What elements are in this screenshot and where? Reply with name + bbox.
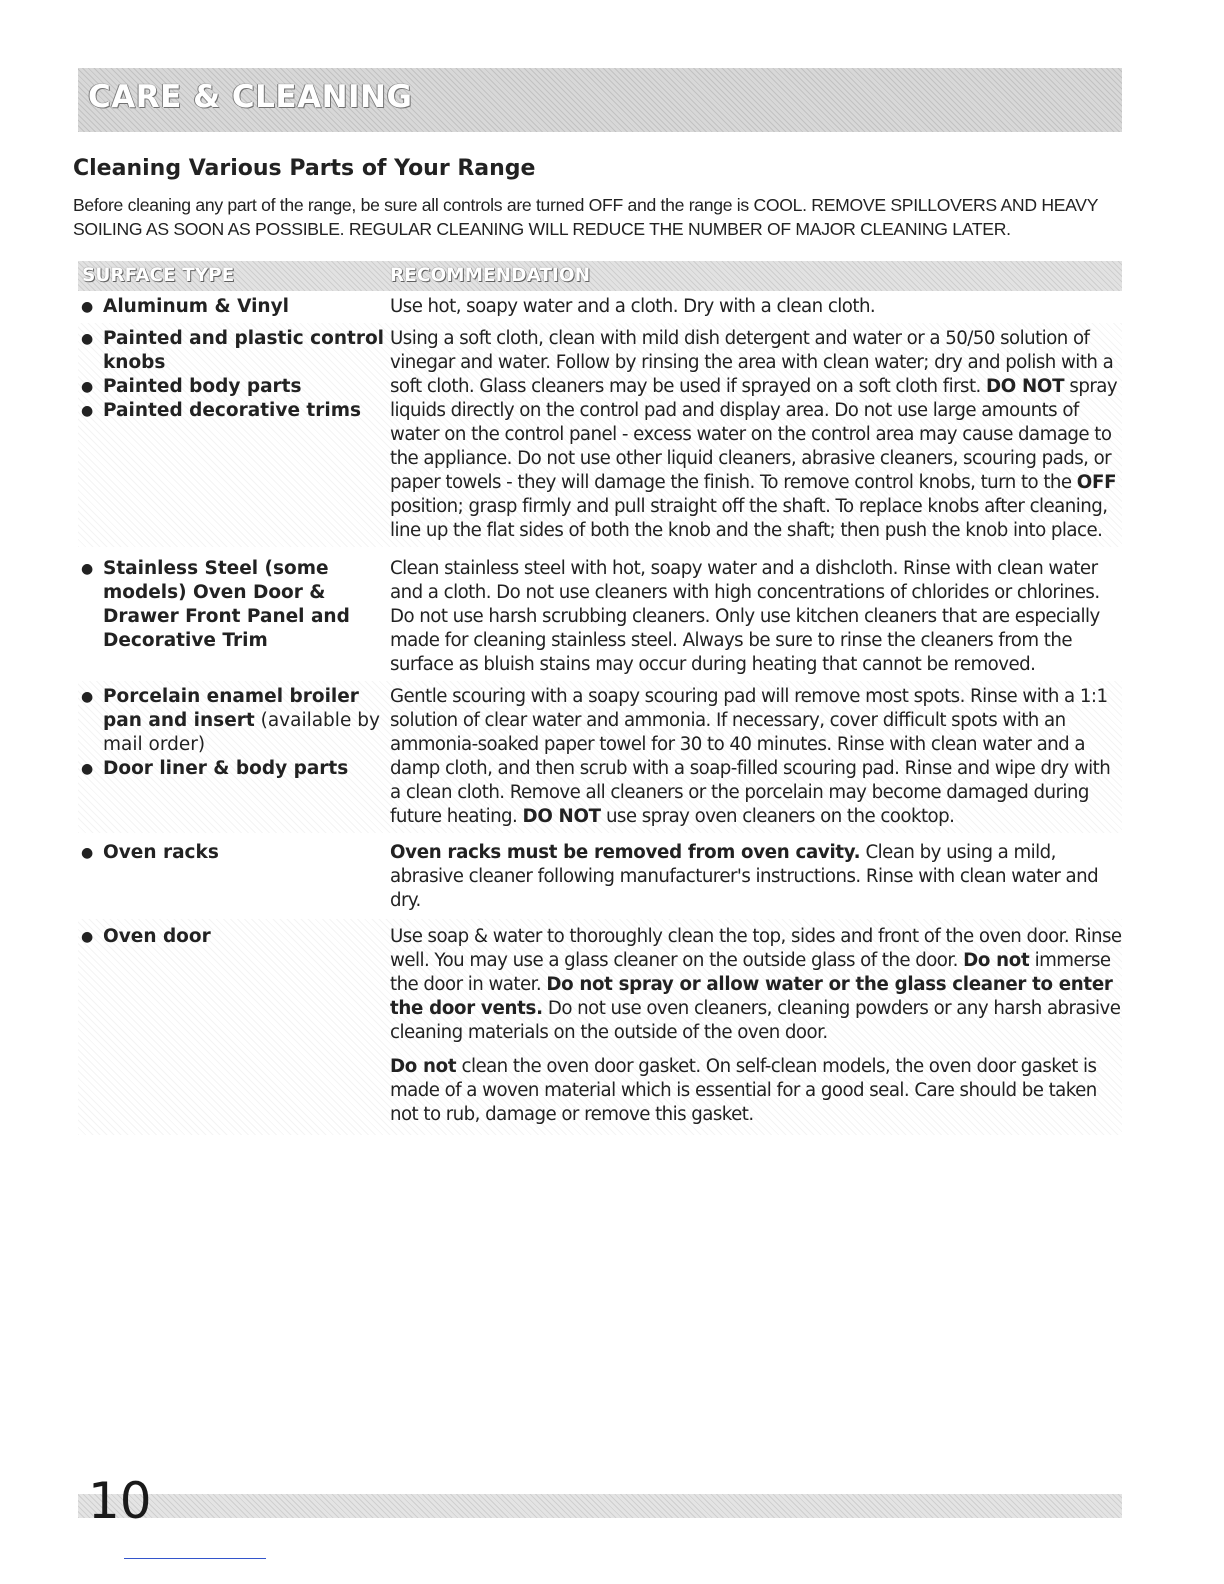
footer-rule xyxy=(124,1558,266,1559)
cleaning-table xyxy=(78,261,1122,1135)
surface-type-cell xyxy=(78,557,388,677)
surface-item xyxy=(80,841,388,865)
section-title: Cleaning Various Parts of Your Range xyxy=(73,156,536,181)
emphasis-text: Do not xyxy=(390,1056,457,1077)
body-text: Use soap & water to thoroughly clean the top, sides and front of the oven door. Rinse well. You may use a glass cleaner on the outside glass of the door. xyxy=(390,926,1122,971)
bullet-icon: ● xyxy=(81,845,94,861)
table-header xyxy=(78,261,1122,291)
surface-item-label: Stainless Steel (some models) Oven Door & Drawer Front Panel and Decorative Trim xyxy=(103,558,350,651)
surface-item-text xyxy=(103,685,388,757)
bullet-icon: ● xyxy=(81,761,94,777)
body-text: spray liquids directly on the control pad and display area. Do not use large amounts of water on the control panel - excess water on the control area may cause damage to the appliance. Do not use other liquid cleaners, abrasive cleaners, scouring pads, or paper towels - they will damage the finish. To remove control knobs, turn to the xyxy=(390,376,1118,493)
surface-item-text xyxy=(103,557,388,653)
page-number: 10 xyxy=(88,1472,152,1530)
recommendation-paragraph xyxy=(390,1055,1122,1127)
body-text: Clean stainless steel with hot, soapy water and a dishcloth. Rinse with clean water and a cloth. Do not use cleaners with high concentrations of chlorides or chlorines. Do not use harsh scrubbing cleaners. Only use kitchen cleaners that are especially made for cleaning stainless steel. Always be sure to rinse the cleaners from the surface as bluish stains may occur during heating that cannot be removed. xyxy=(390,558,1100,675)
recommendation-paragraph xyxy=(390,925,1122,1045)
recommendation-cell xyxy=(388,327,1122,543)
surface-item xyxy=(80,327,388,375)
surface-item-label: Door liner & body parts xyxy=(103,758,349,779)
surface-item-text xyxy=(103,399,361,423)
table-row xyxy=(78,681,1122,833)
surface-item-label: Porcelain enamel broiler pan and insert xyxy=(103,686,359,731)
bullet-icon: ● xyxy=(81,379,94,395)
surface-item-text xyxy=(103,375,302,399)
emphasis-text: OFF xyxy=(1076,472,1117,493)
surface-item-text xyxy=(103,925,211,949)
surface-item xyxy=(80,757,388,781)
bullet-icon: ● xyxy=(81,299,94,315)
emphasis-text: DO NOT xyxy=(986,376,1065,397)
table-row xyxy=(78,919,1122,1135)
surface-item xyxy=(80,399,388,423)
table-row xyxy=(78,547,1122,681)
recommendation-cell xyxy=(388,925,1122,1127)
surface-item-label: Oven door xyxy=(103,926,211,947)
recommendation-cell xyxy=(388,557,1122,677)
body-text: Gentle scouring with a soapy scouring pad will remove most spots. Rinse with a 1:1 solution of clear water and ammonia. If necessary, cover difficult spots with an ammonia-soaked paper towel for 30 to 40 minutes. Rinse with clean water and a damp cloth, and then scrub with a soap-filled scouring pad. Rinse and wipe dry with a clean cloth. Remove all cleaners or the porcelain may become damaged during future heating. xyxy=(390,686,1111,827)
table-body xyxy=(78,291,1122,1135)
table-row xyxy=(78,833,1122,919)
bullet-icon: ● xyxy=(81,561,94,577)
surface-type-cell xyxy=(78,327,388,543)
emphasis-text: Do not spray or allow water or the glass cleaner to enter the door vents. xyxy=(390,974,1113,1019)
emphasis-text: Oven racks must be removed from oven cavity. xyxy=(390,842,861,863)
column-header-surface-type: SURFACE TYPE xyxy=(82,265,235,286)
surface-item xyxy=(80,685,388,757)
page-title: CARE & CLEANING xyxy=(88,79,413,115)
recommendation-paragraph xyxy=(390,557,1122,677)
recommendation-paragraph xyxy=(390,841,1122,913)
surface-item-text xyxy=(103,327,388,375)
bullet-icon: ● xyxy=(81,689,94,705)
bullet-icon: ● xyxy=(81,403,94,419)
bullet-icon: ● xyxy=(81,331,94,347)
column-header-recommendation: RECOMMENDATION xyxy=(390,265,591,286)
surface-type-cell xyxy=(78,295,388,319)
surface-type-cell xyxy=(78,685,388,829)
surface-item-label: Painted decorative trims xyxy=(103,400,362,421)
header-banner xyxy=(78,68,1122,132)
body-text: Clean by using a mild, abrasive cleaner following manufacturer's instructions. Rinse with clean water and dry. xyxy=(390,842,1099,911)
recommendation-cell xyxy=(388,841,1122,913)
surface-item xyxy=(80,295,388,319)
surface-item-label: Painted and plastic control knobs xyxy=(103,328,385,373)
emphasis-text: DO NOT xyxy=(522,806,601,827)
surface-item xyxy=(80,557,388,653)
recommendation-cell xyxy=(388,295,1122,319)
surface-item-text xyxy=(103,841,219,865)
recommendation-paragraph xyxy=(390,685,1122,829)
table-row xyxy=(78,291,1122,323)
recommendation-paragraph xyxy=(390,295,1122,319)
body-text: clean the oven door gasket. On self-clean models, the oven door gasket is made of a woven material which is essential for a good seal. Care should be taken not to rub, damage or remove this gasket. xyxy=(390,1056,1097,1125)
surface-item xyxy=(80,925,388,949)
footer-bar xyxy=(78,1494,1122,1518)
recommendation-cell xyxy=(388,685,1122,829)
surface-item-label: Painted body parts xyxy=(103,376,302,397)
bullet-icon: ● xyxy=(81,929,94,945)
surface-type-cell xyxy=(78,925,388,1127)
body-text: Using a soft cloth, clean with mild dish detergent and water or a 50/50 solution of vinegar and water. Follow by rinsing the area with clean water; dry and polish with a soft cloth. Glass cleaners may be used if sprayed on a soft cloth first. xyxy=(390,328,1114,397)
emphasis-text: Do not xyxy=(963,950,1030,971)
body-text: position; grasp firmly and pull straight off the shaft. To replace knobs after cleaning, line up the flat sides of both the knob and the shaft; then push the knob into place. xyxy=(390,496,1108,541)
surface-item-text xyxy=(103,295,289,319)
body-text: immerse the door in water. xyxy=(390,950,1111,995)
intro-paragraph: Before cleaning any part of the range, be sure all controls are turned OFF and the range is COOL. REMOVE SPILLOVERS AND HEAVY SOILING AS SOON AS POSSIBLE. REGULAR CLEANING WILL REDUCE THE NUMBER OF MAJOR CLEANING LATER. xyxy=(73,195,1098,239)
surface-item-label: Aluminum & Vinyl xyxy=(103,296,289,317)
surface-type-cell xyxy=(78,841,388,913)
recommendation-paragraph xyxy=(390,327,1122,543)
body-text: Do not use oven cleaners, cleaning powders or any harsh abrasive cleaning materials on the outside of the oven door. xyxy=(390,998,1121,1043)
table-row xyxy=(78,323,1122,547)
surface-item xyxy=(80,375,388,399)
surface-item-note: (available by mail order) xyxy=(103,710,380,755)
surface-item-label: Oven racks xyxy=(103,842,219,863)
body-text: Use hot, soapy water and a cloth. Dry with a clean cloth. xyxy=(390,296,876,317)
surface-item-text xyxy=(103,757,348,781)
body-text: use spray oven cleaners on the cooktop. xyxy=(600,806,955,827)
